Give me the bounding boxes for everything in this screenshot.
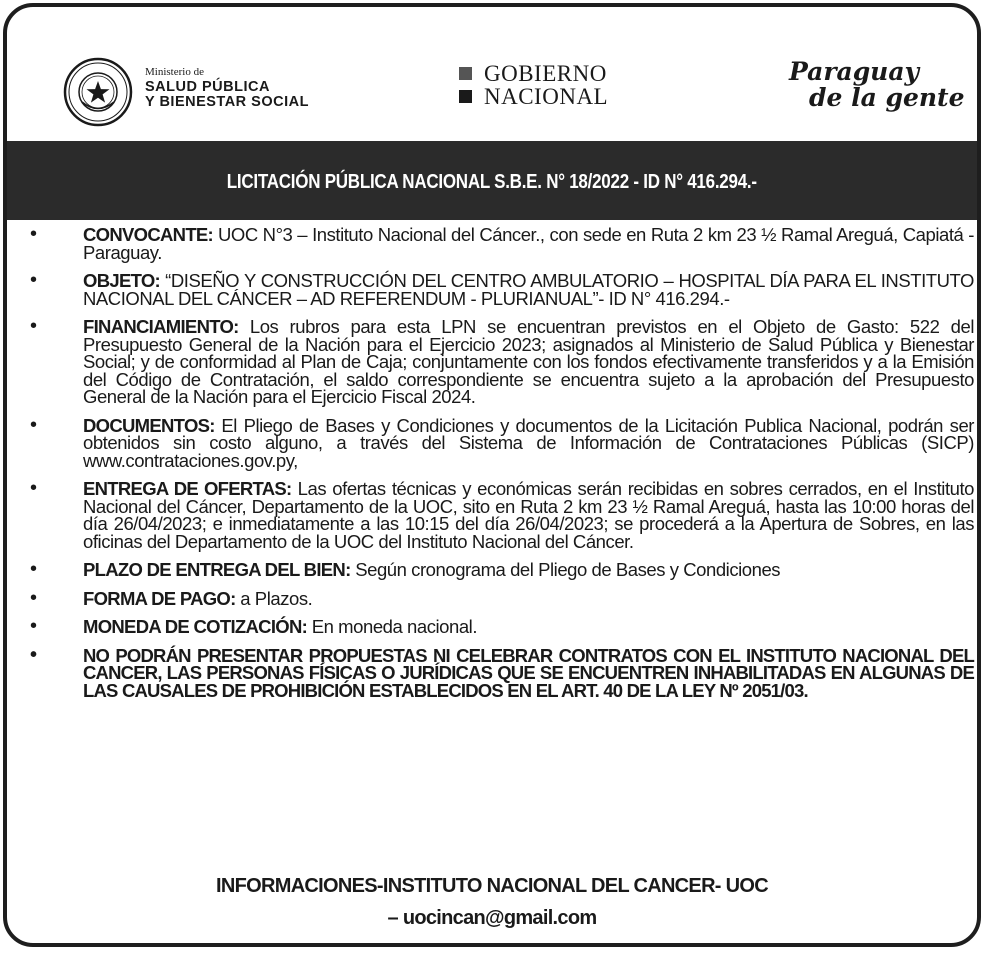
notice-frame — [3, 3, 981, 947]
item-label: ENTREGA DE OFERTAS: — [83, 478, 292, 499]
item-label: OBJETO: — [83, 270, 160, 291]
bullet-icon: • — [30, 558, 37, 580]
item-text: Según cronograma del Pliego de Bases y Condiciones — [350, 559, 781, 580]
ministry-small-label: Ministerio de — [145, 66, 204, 78]
item-label: DOCUMENTOS: — [83, 414, 215, 436]
bullet-icon: • — [30, 586, 37, 609]
item-text: En moneda nacional. — [307, 616, 478, 637]
footer-email-link[interactable]: – uocincan@gmail.com — [387, 907, 597, 929]
item-text: a Plazos. — [235, 587, 313, 609]
warning-text: NO PODRÁN PRESENTAR PROPUESTAS NI CELEBRAR CONTRATOS CON EL INSTITUTO NACIONAL DEL CANCER, LAS PERSONAS FÍSICAS O JURÍDICAS QUE SE ENCUENTREN INHABILITADAS EN ALGUNAS DE LAS CAUSALES DE PROHIBICIÓN ESTABLECIDOS EN EL ART. 40 DE LA LEY Nº 2051/03. — [83, 644, 974, 701]
notice-title: LICITACIÓN PÚBLICA NACIONAL S.B.E. N° 18/2022 - ID N° 416.294.- — [226, 171, 757, 193]
notice-content — [24, 223, 974, 710]
bullet-icon: • — [30, 269, 37, 291]
slogan-line2: de la gente — [809, 83, 965, 113]
list-item-forma-pago — [24, 586, 974, 609]
bullet-icon: • — [30, 643, 37, 666]
item-label: FORMA DE PAGO: — [83, 587, 236, 609]
ministry-logo-text — [145, 67, 309, 110]
list-item-documentos — [24, 413, 974, 471]
item-text: El Pliego de Bases y Condiciones y documentos de la Licitación Publica Nacional, podrán ser obtenidos sin costo alguno, a través del Sistema de Información de Contrataciones Públicas (SICP) www.contrataciones.gov.py, — [83, 414, 974, 471]
item-label: MONEDA DE COTIZACIÓN: — [83, 616, 308, 637]
bullet-icon: • — [30, 413, 37, 436]
title-banner — [7, 141, 977, 220]
list-item-objeto — [24, 269, 974, 309]
bullet-icon: • — [30, 477, 37, 499]
gobierno-nacional-logo — [459, 63, 608, 108]
square-icon — [459, 67, 472, 80]
list-item-plazo-entrega — [24, 558, 974, 580]
gobierno-line2: NACIONAL — [484, 83, 609, 109]
list-item-convocante — [24, 223, 974, 263]
slogan-line1: Paraguay — [789, 57, 920, 86]
item-text: “DISEÑO Y CONSTRUCCIÓN DEL CENTRO AMBULATORIO – HOSPITAL DÍA PARA EL INSTITUTO NACIONAL DEL CÁNCER – AD REFERENDUM - PLURIANUAL”- ID N° 416.294.- — [83, 270, 974, 309]
footer — [7, 875, 977, 929]
item-text: UOC N°3 – Instituto Nacional del Cáncer., con sede en Ruta 2 km 23 ½ Ramal Areguá, Capiatá - Paraguay. — [83, 224, 974, 263]
ministry-line2: Y BIENESTAR SOCIAL — [145, 94, 309, 111]
item-text: Las ofertas técnicas y económicas serán recibidas en sobres cerrados, en el Instituto Nacional del Cáncer, Departamento de la UOC, sito en Ruta 2 km 23 ½ Ramal Areguá, hasta las 10:00 horas del día 26/04/2023; e inmediatamente a las 10:15 del día 26/04/2023; se procederá a la Apertura de Sobres, en las oficinas del Departamento de la UOC del Instituto Nacional del Cáncer. — [83, 478, 974, 552]
footer-info-line: INFORMACIONES-INSTITUTO NACIONAL DEL CANCER- UOC — [216, 875, 768, 897]
bullet-icon: • — [30, 315, 37, 337]
gobierno-line1: GOBIERNO — [484, 61, 607, 86]
bullet-icon: • — [30, 615, 37, 637]
item-label: CONVOCANTE: — [83, 224, 214, 245]
item-text: Los rubros para esta LPN se encuentran previstos en el Objeto de Gasto: 522 del Presupuesto General de la Nación para el Ejercicio 2023; asignados al Ministerio de Salud Pública y Bienestar Social; y de conformidad al Plan de Caja; conjuntamente con los fondos efectivamente transferidos y a la Emisión del Código de Contratación, el saldo correspondiente se encuentra sujeto a la aprobación del Presupuesto General de la Nación para el Ejercicio Fiscal 2024. — [83, 316, 974, 407]
item-label: FINANCIAMIENTO: — [83, 316, 239, 337]
list-item-moneda — [24, 615, 974, 637]
list-item-warning — [24, 643, 974, 701]
list-item-entrega-ofertas — [24, 477, 974, 552]
slogan-logo — [789, 59, 965, 112]
national-seal-icon — [63, 57, 133, 127]
header — [7, 7, 977, 141]
bullet-icon: • — [30, 223, 37, 245]
list-item-financiamiento — [24, 315, 974, 407]
ministry-line1: SALUD PÚBLICA — [145, 79, 270, 95]
item-label: PLAZO DE ENTREGA DEL BIEN: — [83, 559, 351, 580]
square-icon — [459, 90, 472, 103]
